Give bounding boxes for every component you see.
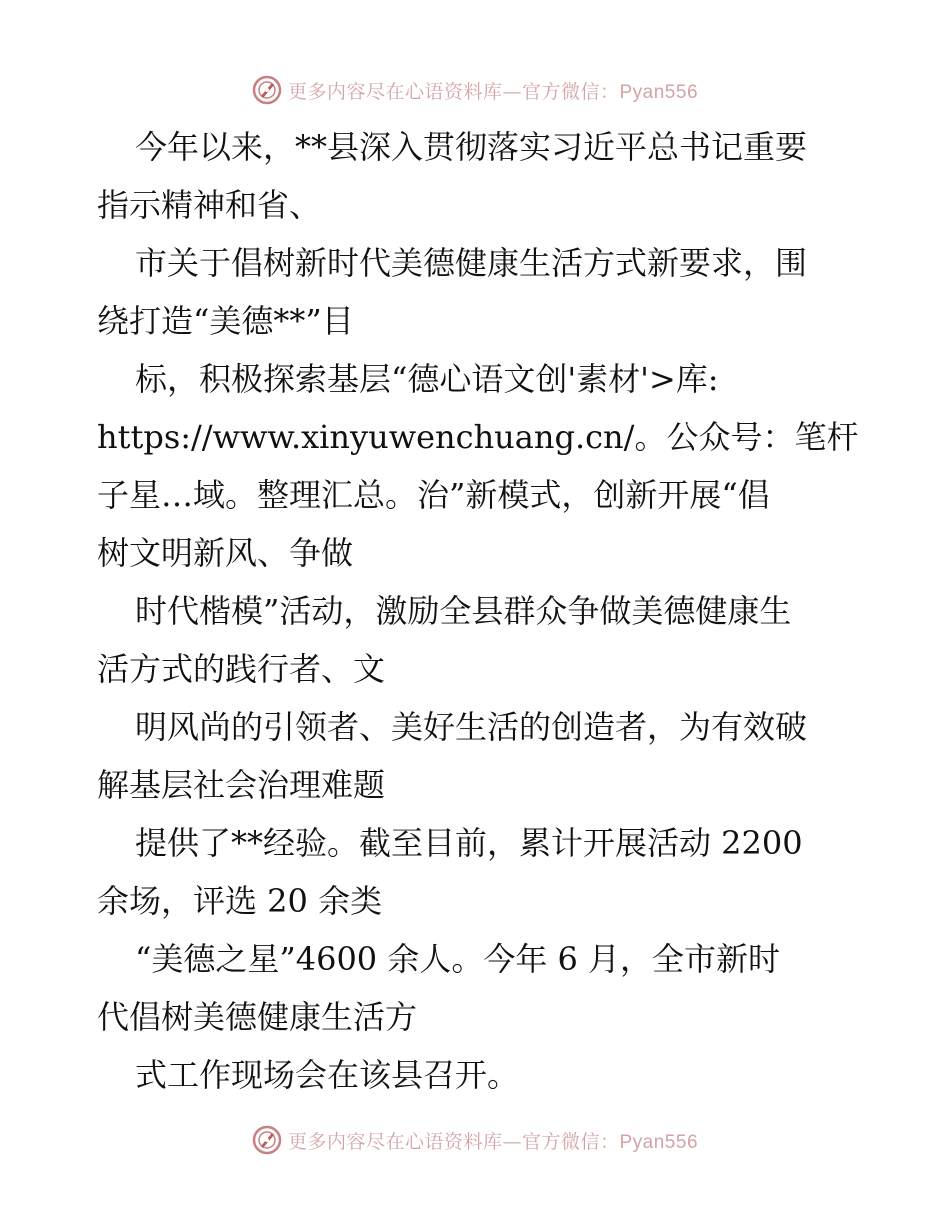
watermark-text: 更多内容尽在心语资料库—官方微信：Pyan556 [287,1130,699,1153]
text-line: 市关于倡树新时代美德健康生活方式新要求，围 [135,244,808,282]
text-line: https://www.xinyuwenchuang.cn/。公众号：笔杆 [97,418,859,456]
stamp-logo-icon [252,75,282,105]
text-line: 提供了**经验。截至目前，累计开展活动 2200 [135,824,803,862]
text-line: 指示精神和省、 [97,186,322,224]
text-line: 绕打造“美德**”目 [97,302,354,340]
text-line: 标，积极探索基层“德心语文创'素材'>库: [135,360,719,398]
text-line: 树文明新风、争做 [97,534,354,572]
text-line: 时代楷模”活动，激励全县群众争做美德健康生 [135,592,792,630]
document-body [97,118,857,1104]
watermark-header [0,70,950,110]
stamp-logo-icon [252,1125,282,1155]
text-line: 代倡树美德健康生活方 [97,998,418,1036]
text-line: “美德之星”4600 余人。今年 6 月，全市新时 [135,940,781,978]
text-line: 式工作现场会在该县召开。 [135,1056,520,1094]
text-line: 子星…域。整理汇总。治”新模式，创新开展“倡 [97,476,770,514]
text-line: 解基层社会治理难题 [97,766,386,804]
text-line: 明风尚的引领者、美好生活的创造者，为有效破 [135,708,808,746]
watermark-footer [0,1120,950,1160]
text-line: 余场，评选 20 余类 [97,882,383,920]
watermark-text: 更多内容尽在心语资料库—官方微信：Pyan556 [287,80,699,103]
text-line: 今年以来，**县深入贯彻落实习近平总书记重要 [135,128,808,166]
text-line: 活方式的践行者、文 [97,650,386,688]
